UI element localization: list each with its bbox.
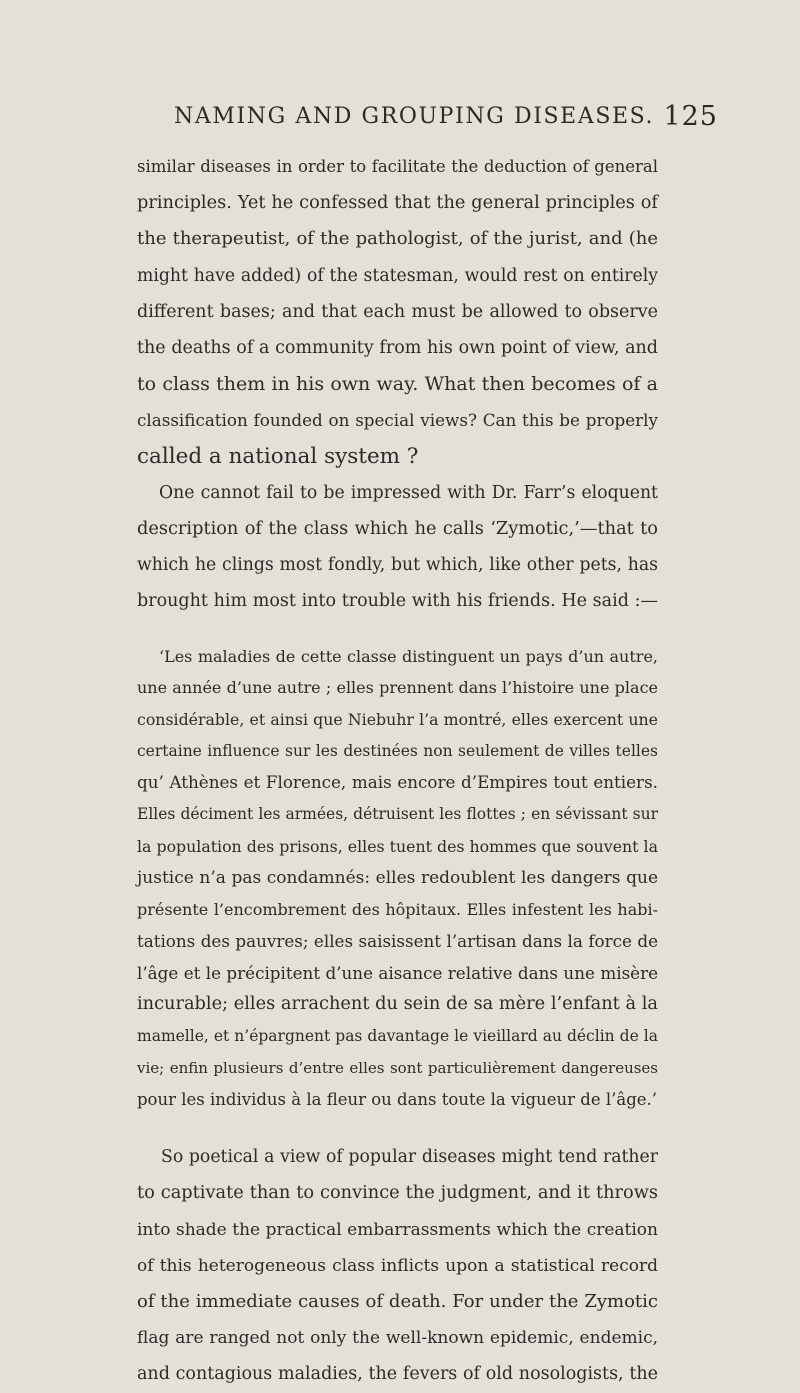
text-line: to captivate than to convince the judgment, and it throws xyxy=(137,1183,658,1204)
paragraph-1 xyxy=(137,149,658,475)
text-line: incurable; elles arrachent du sein de sa mère l’enfant à la xyxy=(137,994,658,1015)
text-block xyxy=(137,149,658,1393)
text-line: the deaths of a community from his own point of view, and xyxy=(137,338,658,359)
text-line: to class them in his own way. What then becomes of a xyxy=(137,373,658,396)
text-line: into shade the practical embarrassments which the creation xyxy=(137,1219,658,1240)
text-line: So poetical a view of popular diseases might tend rather xyxy=(161,1147,658,1168)
french-quotation xyxy=(137,641,658,1117)
text-line: présente l’encombrement des hôpitaux. Elles infestent les habi- xyxy=(137,900,658,920)
text-line: considérable, et ainsi que Niebuhr l’a montré, elles exercent une xyxy=(137,710,658,730)
running-title: NAMING AND GROUPING DISEASES. xyxy=(174,104,655,129)
text-line: of this heterogeneous class inflicts upon a statistical record xyxy=(137,1255,658,1276)
text-line: vie; enfin plusieurs d’entre elles sont particulièrement dangereuses xyxy=(137,1058,658,1077)
text-line: might have added) of the statesman, would rest on entirely xyxy=(137,265,658,286)
paragraph-3 xyxy=(137,1139,658,1392)
text-line: One cannot fail to be impressed with Dr. Farr’s eloquent xyxy=(159,482,658,503)
text-line: classification founded on special views? Can this be properly xyxy=(137,410,658,431)
text-line: called a national system ? xyxy=(137,443,419,469)
text-line: flag are ranged not only the well-known epidemic, endemic, xyxy=(137,1328,658,1349)
text-line: description of the class which he calls ‘Zymotic,’—that to xyxy=(137,519,658,540)
text-line: brought him most into trouble with his friends. He said :— xyxy=(137,591,658,612)
text-line: principles. Yet he confessed that the general principles of xyxy=(137,193,658,214)
text-line: certaine influence sur les destinées non seulement de villes telles xyxy=(137,741,658,760)
text-line: une année d’une autre ; elles prennent dans l’histoire une place xyxy=(137,678,658,698)
text-line: tations des pauvres; elles saisissent l’artisan dans la force de xyxy=(137,930,658,951)
text-line: the therapeutist, of the pathologist, of the jurist, and (he xyxy=(137,228,658,250)
text-line: pour les individus à la fleur ou dans toute la vigueur de l’âge.’ xyxy=(137,1090,658,1110)
text-line: qu’ Athènes et Florence, mais encore d’Empires tout entiers. xyxy=(137,772,658,793)
paragraph-2 xyxy=(137,475,658,620)
text-line: which he clings most fondly, but which, like other pets, has xyxy=(137,555,658,576)
text-line: ‘Les maladies de cette classe distinguent un pays d’un autre, xyxy=(159,646,658,666)
text-line: mamelle, et n’épargnent pas davantage le vieillard au déclin de la xyxy=(137,1027,658,1046)
page-number: 125 xyxy=(663,101,718,132)
text-line: justice n’a pas condamnés: elles redoublent les dangers que xyxy=(137,867,658,888)
text-line: l’âge et le précipitent d’une aisance relative dans une misère xyxy=(137,962,658,983)
text-line: similar diseases in order to facilitate the deduction of general xyxy=(137,157,658,176)
text-line: Elles déciment les armées, détruisent les flottes ; en sévissant sur xyxy=(137,805,658,824)
running-header xyxy=(0,101,800,134)
text-line: different bases; and that each must be allowed to observe xyxy=(137,301,658,322)
text-line: of the immediate causes of death. For under the Zymotic xyxy=(137,1291,658,1312)
text-line: la population des prisons, elles tuent des hommes que souvent la xyxy=(137,836,658,856)
text-line: and contagious maladies, the fevers of old nosologists, the xyxy=(137,1364,658,1385)
